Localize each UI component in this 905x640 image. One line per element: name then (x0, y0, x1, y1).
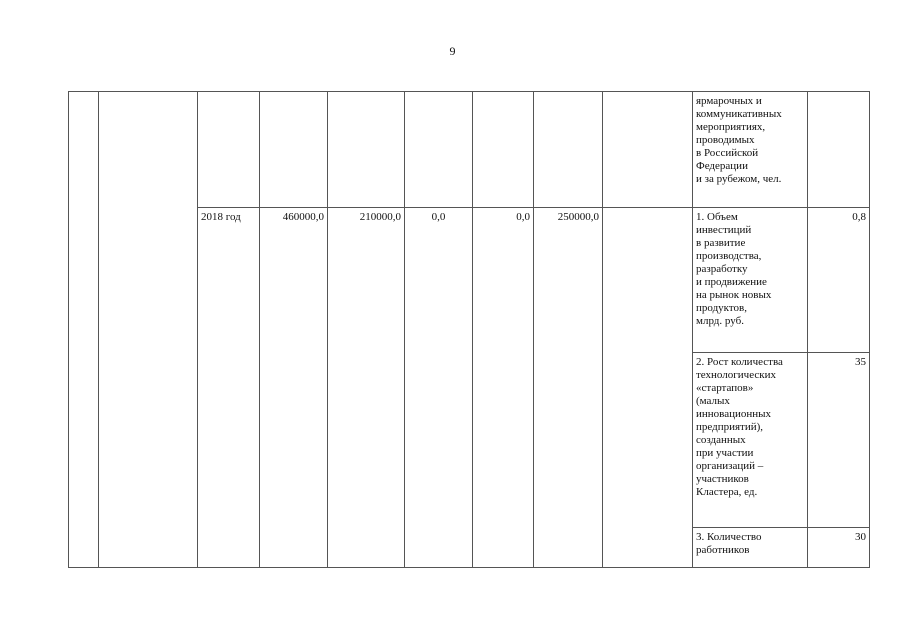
value-cell-empty (534, 92, 603, 208)
name-cell (99, 92, 198, 568)
page-number: 9 (449, 44, 456, 58)
indicator-cell: ярмарочных и коммуникативных мероприятиях, проводимых в Российской Федерации и за рубежом, чел. (693, 92, 808, 208)
table-row (69, 92, 870, 208)
indicator-cell: 1. Объем инвестиций в развитие производства, разработку и продвижение на рынок новых продуктов, млрд. руб. (693, 208, 808, 353)
indicator-value-cell-empty (808, 92, 870, 208)
empty-cell (603, 92, 693, 208)
indicator-value-cell: 30 (808, 528, 870, 568)
value-cell-empty (473, 92, 534, 208)
value-cell: 0,0 (473, 208, 534, 568)
number-cell (69, 92, 99, 568)
total-value-cell: 460000,0 (260, 208, 328, 568)
value-cell: 210000,0 (328, 208, 405, 568)
year-cell-empty (198, 92, 260, 208)
indicator-value-cell: 35 (808, 353, 870, 528)
year-cell: 2018 год (198, 208, 260, 568)
value-cell-empty (405, 92, 473, 208)
indicator-cell: 2. Рост количества технологических «стартапов» (малых инновационных предприятий), созданных при участии организаций – участников Кластера, ед. (693, 353, 808, 528)
program-table (68, 91, 870, 568)
value-cell: 250000,0 (534, 208, 603, 568)
indicator-value-cell: 0,8 (808, 208, 870, 353)
value-cell: 0,0 (405, 208, 473, 568)
indicator-cell: 3. Количество работников (693, 528, 808, 568)
empty-cell (603, 208, 693, 568)
value-cell-empty (260, 92, 328, 208)
value-cell-empty (328, 92, 405, 208)
